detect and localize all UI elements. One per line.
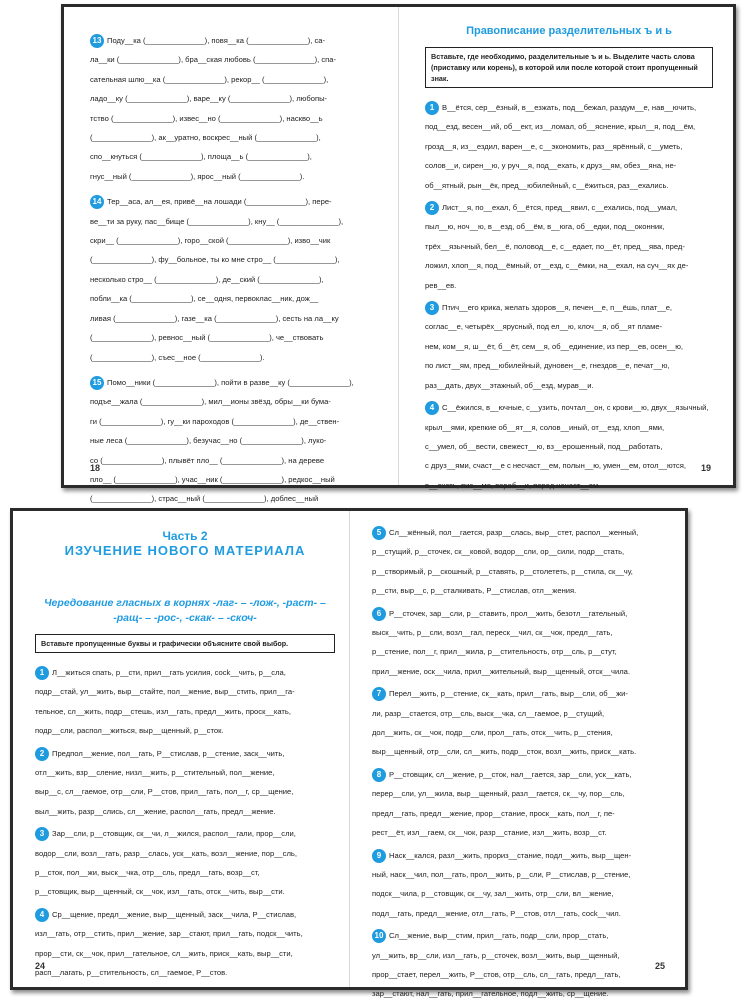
page-24-content (35, 529, 335, 978)
exercise-number-badge: 5 (372, 526, 386, 540)
exercise-text: Ср__щение, предл__жение, выр__щенный, заск__чила, Р__стислав, изл__гать, отр__стить, прил__жение, зар__стают, прил__гать, подск__чить, прор__сти, ск__чок, прил__гательное, сл__жить, приск__кать, выр__сти, расп__лагать, р__стительность, сл__гаемое, Р__стов. (35, 909, 303, 978)
exercise-14 (90, 192, 390, 367)
exercise-text: Сл__жение, выр__стим, прил__гать, подр__сли, прор__стать, ул__жить, вр__сли, изл__гать, р__сточек, возл__жить, выр__щенный, прор__стает, перел__жить, Р__стов, отр__сль, сл__гать, предл__гать, зар__стают, нал__гать, прил__гательное, подл__жить, ср__щение. (372, 931, 621, 999)
exercise-text: Птич__его крика, желать здоров__я, печен__е, п__ёшь, плат__е, соглас__е, четырёх__ярусный, под ел__ю, клоч__я, об__ят пламе- нем, ком__я, ш__ёт, б__ёт, сем__я, об__единение, из пер__ев, осен__ю, по лист__ям, пред__юбилейный, дуновен__е, гнездов__е, печат__ю, раз__дать, двух__этажный, об__езд, мурав__и. (425, 303, 684, 390)
exercise-number-badge: 6 (372, 607, 386, 621)
exercise-4 (425, 398, 713, 495)
exercise-2 (425, 198, 713, 295)
exercise-1 (35, 663, 335, 741)
exercise-4 (35, 905, 335, 983)
exercise-number-badge: 3 (425, 301, 439, 315)
part-title: ИЗУЧЕНИЕ НОВОГО МАТЕРИАЛА (64, 543, 306, 558)
exercise-text: Р__стовщик, сл__жение, р__сток, нал__гается, зар__сли, уск__кать, перер__сли, ул__жила, выр__щенный, разл__гается, ск__чу, пор__сль, предл__гать, предл__жение, прор__стание, проск__кать, пол__г, пе- рест__ёт, изл__гаем, ск__чок, разр__стание, изл__жить, возр__ст. (372, 769, 632, 838)
section-title: Правописание разделительных ъ и ь (466, 25, 672, 37)
exercise-text: В__ётся, сер__ёзный, в__езжать, под__бежал, раздум__е, нав__ючить, под__езд, весен__ий, об__ект, из__ломал, об__яснение, крыл__я, под__ём, грозд__я, из__ездил, варен__е, с__экономить, раз__ярённый, с__уметь, солов__и, сирен__ю, у руч__я, под__ехать, к друз__ям, обез__яна, не- об__ятный, рын__ёк, пред__юбилейный, с__ёжиться, раз__ехались. (425, 103, 697, 190)
exercise-text: Предпол__жение, пол__гать, Р__стислав, р__стение, заск__чить, отл__жить, взр__сление, низл__жить, р__стительный, пол__жение, выр__с, сл__гаемое, отр__сли, Р__стов, прил__гать, пол__г, ср__щение, выл__жить, разр__слись, сл__жение, распол__гать, предл__жение. (35, 748, 294, 816)
page-number: 19 (700, 463, 711, 473)
exercise-text: Перел__жить, р__стение, ск__кать, прил__гать, выр__сли, об__жи- ли, разр__стается, отр__сль, выск__чка, сл__гаемое, р__стущий, дол__жить, ск__чок, подр__сли, прол__гать, отск__чить, р__стения, выр__щенный, отр__сли, сл__жить, подр__сток, возл__жить, приск__кать. (372, 689, 637, 757)
instruction-box: Вставьте, где необходимо, разделительные ъ и ь. Выделите часть слова (приставку или корень), в которой или после которой стоит пропущенный знак. (425, 47, 713, 88)
topic-title: Чередование гласных в корнях -лаг- – -лож-, -раст- – -ращ- – -рос-, -скак- – -скоч- (44, 597, 326, 624)
exercise-number-badge: 2 (35, 747, 49, 761)
exercise-text: Лист__я, по__ехал, б__ётся, пред__явил, с__ехались, под__умал, пыл__ю, ноч__ю, в__езд, об__ём, в__юга, об__едки, под__оконник, трёх__язычный, бел__ё, половод__е, с__едает, по__ёт, пред__ява, пред- ложил, хлоп__я, под__ёмный, от__езд, с__ёмки, на__ехал, на суч__ях де- рев__ев. (425, 203, 689, 290)
exercise-text: Сл__жённый, пол__гается, разр__слась, выр__стет, распол__женный, р__стущий, р__сточек, ск__ковой, водор__сли, ор__сили, подр__стать, р__створимый, р__скошный, р__ставять, р__столететь, р__стила, ск__чу, р__сти, выр__с, р__сталкивать, Р__стислав, отл__жения. (372, 528, 639, 596)
exercise-number-badge: 2 (425, 201, 439, 215)
exercise-5 (372, 523, 668, 601)
exercise-13 (90, 31, 390, 186)
exercise-15 (90, 373, 390, 528)
page-18 (64, 7, 398, 504)
exercise-text: Зар__сли, р__стовщик, ск__чи, л__жился, распол__гали, прор__сли, водор__сли, возл__гать, разр__слась, уск__кать, возл__жение, пор__сль, р__сток, пол__жи, выск__чка, отр__сль, предл__гать, возр__ст, р__стовщик, выр__щенный, ск__чок, изл__гать, отск__чить, выр__сти. (35, 829, 297, 897)
exercise-number-badge: 1 (425, 101, 439, 115)
exercise-number-badge: 1 (35, 666, 49, 680)
exercise-text: С__ёжился, в__ючные, с__узить, почтал__он, с крови__ю, двух__язычный, крыл__ями, крепкие об__ят__я, солов__иный, от__езд, хлоп__ями, с__умел, об__вести, свежест__ю, вз__ерошенный, под__работать, с друз__ями, счаст__е с несчаст__ем, полын__ю, умен__ем, отол__ются, в__ехать, пис__мо, вороб__и, перед ненаст__ем. (425, 403, 709, 490)
exercise-7 (372, 684, 668, 762)
page-number: 25 (654, 961, 665, 971)
exercise-2 (35, 744, 335, 822)
page-number: 24 (35, 961, 46, 971)
exercise-number-badge: 3 (35, 827, 49, 841)
exercise-number-badge: 7 (372, 687, 386, 701)
exercise-1 (425, 98, 713, 195)
part-label: Часть 2 (162, 529, 208, 543)
exercise-text: Тер__аса, ал__ея, привё__на лошади (______________), пере- ве__ти за руку, пас__бище (______________), кну__ (______________), скри__ (______________), горо__ской (______________), изво__чик (______________), фу__больное, ты ко мне стро__ (______________), несколько стро__ (______________), де__ский (______________), побли__ка (______________), се__одня, первоклас__ник, дож__ ливая (______________), газе__ка (______________), сесть на ла__ку (______________), ревнос__ный (______________), че__ствовать (______________), съес__ное (______________). (90, 197, 344, 362)
exercise-text: Поду__ка (______________), повя__ка (______________), са- ла__ки (______________), бра__ская любовь (______________), спа- сательная шлю__ка (______________), рекор__ (______________), ладо__ку (______________), варе__ку (______________), любопы- тство (______________), извес__но (______________), наскво__ь (______________), ак__уратно, воскрес__ный (______________), спо__кнуться (______________), площа__ь (______________), гнус__ный (______________), ярос__ный (______________). (90, 36, 337, 181)
exercise-10 (372, 926, 668, 1004)
exercise-3 (425, 298, 713, 395)
exercise-number-badge: 15 (90, 376, 104, 390)
page-19 (399, 7, 733, 490)
bottom-spread (10, 508, 688, 999)
exercise-number-badge: 9 (372, 849, 386, 863)
exercise-number-badge: 4 (425, 401, 439, 415)
page-25 (350, 511, 685, 999)
exercise-number-badge: 4 (35, 908, 49, 922)
page-number: 18 (90, 463, 101, 473)
exercise-9 (372, 846, 668, 924)
exercise-text: Л__житься спать, р__сти, прил__гать усилия, сосk__чить, р__сла, подр__стай, ул__жить, выр__стайте, пол__жение, выр__стить, прил__га- тельное, сл__жить, подр__стешь, изл__гать, предл__жить, проск__кать, подр__сли, распол__житься, выр__щенный, р__сток. (35, 668, 295, 736)
exercise-text: Помо__ники (______________), пойти в разве__ку (______________), подъе__жала (______________), мил__ионы звёзд, обры__ки бума- ги (______________), гу__ки пароходов (______________), де__ствен- ные леса (______________), безучас__но (______________), лукo- со (______________), плывёт пло__ (______________), на дереве пло__ (______________), учас__ник (______________), редкос__ный (______________), страс__ный (______________), доблес__ный (90, 377, 354, 504)
exercise-number-badge: 8 (372, 768, 386, 782)
exercise-text: Р__сточек, зар__сли, р__ставить, прол__жить, безотл__гательный, выск__чить, р__сли, возл__гал, переск__чил, ск__чок, предл__гать, р__стение, пол__г, прил__жила, р__стительность, отр__сль, р__стут, прил__жение, оск__чила, прил__жительный, выр__щенный, отск__чила. (372, 608, 630, 676)
exercise-number-badge: 10 (372, 929, 386, 943)
exercise-number-badge: 14 (90, 195, 104, 209)
exercise-number-badge: 13 (90, 34, 104, 48)
top-spread (61, 4, 736, 504)
page-24 (13, 511, 349, 987)
exercise-6 (372, 604, 668, 682)
exercise-3 (35, 824, 335, 902)
exercise-8 (372, 765, 668, 843)
exercise-text: Наск__кался, разл__жить, прориз__стание, подл__жить, выр__щен- ный, наск__чил, пол__гать, прол__жить, р__сли, Р__стислав, р__стение, подск__чила, р__стовщик, ск__чу, зал__жить, отр__сли, вл__жение, подл__гать, предл__жение, отл__гать, Р__стов, отл__гать, сосk__чил. (372, 850, 632, 918)
instruction-box: Вставьте пропущенные буквы и графически объясните свой выбор. (35, 634, 335, 653)
